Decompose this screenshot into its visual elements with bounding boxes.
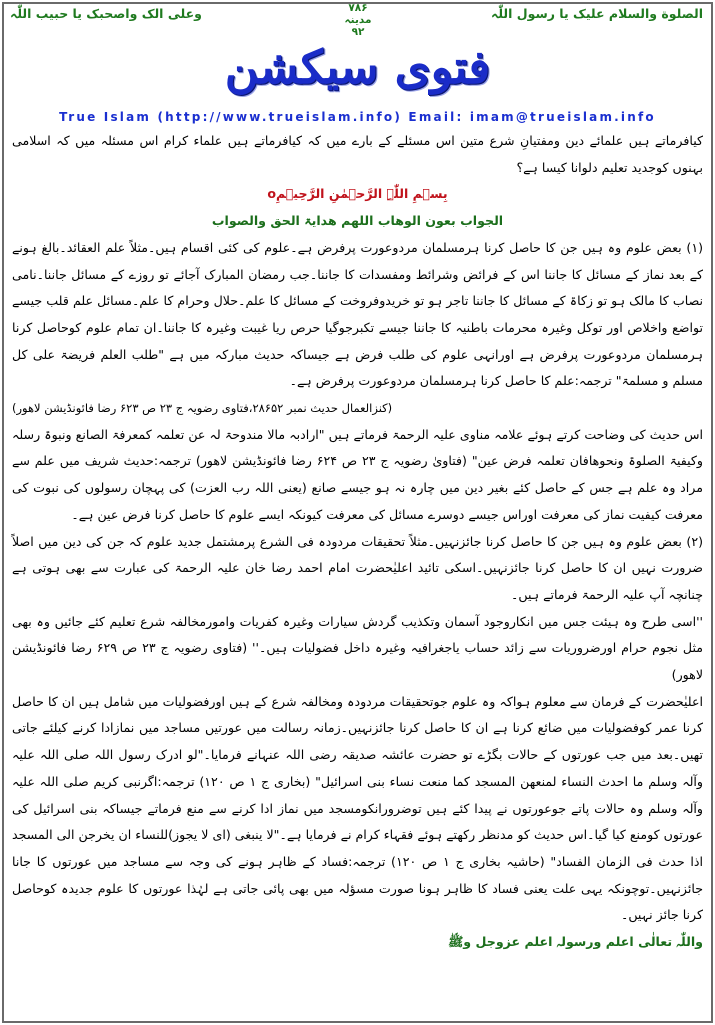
- paragraph-4: ''اسی طرح وہ ہیئت جس میں انکاروجود آسمان وتکذیب گردش سیارات وغیرہ کفریات وامورمخالفہ شرع تعلیم کئے جائیں وہ بھی مثل نجوم حرام اورضروریات سے زائد حساب یاجغرافیہ وغیرہ داخل فضولیات ہیں۔'' (فتاوی رضویہ ج ۲۳ ص ۶۲۹ رضا فائونڈیشن لاهور): [12, 613, 704, 683]
- fatwa-body: [12, 128, 703, 956]
- header-salutation-right: الصلوة والسلام علیک یا رسول اللّٰہ: [491, 6, 703, 21]
- closing-line: واللّٰہ تعالٰی اعلم ورسولہ اعلم عزوجل وﷺ: [448, 934, 703, 950]
- header-emblem-number-top: ۷۸۶: [348, 2, 368, 14]
- header-emblem-number-bottom: ۹۲: [351, 26, 365, 38]
- header-emblem: [338, 2, 378, 38]
- page-title: فتوی سیکشن: [224, 40, 491, 94]
- header-emblem-word: مدینہ: [344, 14, 372, 26]
- header-salutation-left: وعلی الک واصحبک یا حبیب اللّٰہ: [10, 6, 202, 21]
- paragraph-3: (۲) بعض علوم وہ ہیں جن کا حاصل کرنا جائزنہیں۔مثلاً تحقیقات مردودہ فی الشرع پرمشتمل جدید علوم کہ جن کی دین میں اصلاً ضرورت نہیں ان کا حاصل کرنا جائزنہیں۔اسکی تائید اعلیٰحضرت امام احمد رضا خان علیہ الرحمۃ کی عبارت سے بھی ہوتی ہے چنانچہ آپ علیہ الرحمۃ فرماتے ہیں۔: [12, 533, 703, 602]
- paragraph-5: اعلیٰحضرت کے فرمان سے معلوم ہواکہ وہ علوم جوتحقیقات مردودہ ومخالفہ شرع کے ہیں اورفضولیات میں شامل ہیں ان کا حاصل کرنا عمر کوفضولیات میں ضائع کرنا ہے ان کا حاصل کرنا جائزنہیں۔زمانہ رسالت میں عورتیں مساجد میں نمازادا کرنے کیلئے جاتی تھیں۔بعد میں جب عورتوں کے حالات بگڑے تو حضرت عائشہ صدیقہ رضی اللہ عنہانے فرمایا۔"لو ادرک رسول اللہ صلی اللہ علیہ وآلہ وسلم ما احدث النساء لمنعھن المسجد کما منعت نساء بنی اسرائیل" (بخاری ج ۱ ص ۱۲۰) ترجمہ:اگرنبی کریم صلی اللہ علیہ وآلہ وسلم وہ حالات پاتے جوعورتوں نے پیدا کئے ہیں توضرورانکومسجد میں نماز ادا کرنے سے منع فرماتے جیساکہ بنی اسرائیل کی عورتوں کومنع کیا گیا۔اس حدیث کو مدنظر رکھتے ہوئے فقہاء کرام نے فرمایا ہے۔"لا ینبغی (ای لا یجوز)للنساء ان یخرجن الی المسجد اذا حدث فی الزمان الفساد" (حاشیہ بخاری ج ۱ ص ۱۲۰) ترجمہ:فساد کے ظاہر ہونے کی وجہ سے مساجد میں عورتوں کا جانا جائزنہیں۔توچونکہ یہی علت یعنی فساد کا ظاہر ہونا صورت مسؤلہ میں بھی پائی جاتی ہے لہٰذا عورتوں کا علوم جدیدہ کوحاصل کرنا جائز نہیں۔: [12, 693, 703, 923]
- question-text: کیافرماتے ہیں علمائے دین ومفتیانِ شرع متین اس مسئلے کے بارے میں کہ کیافرماتے ہیں علماء کرام اس مسئلہ میں کہ اسلامی بہنوں کوجدید تعلیم دلوانا کیسا ہے؟: [12, 133, 703, 175]
- answer-opening: الجواب بعون الوھاب اللھم ھدایۃ الحق والصواب: [211, 213, 504, 229]
- reference-1: (کنزالعمال حدیث نمبر ۲۸۶۵۲،فتاوی رضویہ ج ۲۳ ص ۶۲۳ رضا فائونڈیشن لاهور): [12, 401, 393, 416]
- paragraph-2: اس حدیث کی وضاحت کرتے ہوئے علامہ مناوی علیہ الرحمۃ فرماتے ہیں "ارادبہ مالا مندوحۃ لہ عن تعلمہ کمعرفۃ الصانع ونبوۃ رسلہ وکیفیۃ الصلوۃ ونحوھافان تعلمہ فرض عین" (فتاویٰ رضویہ ج ۲۳ ص ۶۲۴ رضا فائونڈیشن لاهور) ترجمہ:حدیث شریف میں علم سے مراد وہ علم ہے جس کے حاصل کئے بغیر دین میں چارہ نہ ہو جیسے صانع (یعنی اللہ رب العزت) کی پہچان رسولوں کی نبوت کی معرفت کیفیت نماز کی معرفت اوراس جیسے دوسرے مسائل کی معرفت کیونکہ ایسے علوم کا حاصل کرنا فرض عین ہے۔: [12, 426, 704, 522]
- bismillah: بِسۡمِ اللّٰہِ الرَّحۡمٰنِ الرَّحِیۡمِo: [267, 186, 448, 202]
- site-contact-line: True Islam (http://www.trueislam.info) Email: imam@trueislam.info: [59, 110, 656, 124]
- paragraph-1: (۱) بعض علوم وہ ہیں جن کا حاصل کرنا ہرمسلمان مردوعورت پرفرض ہے۔علوم کی کئی اقسام ہیں۔مثلاً علم العقائد۔بالغ ہونے کے بعد نماز کے مسائل کا جاننا اس کے فرائض وشرائط ومفسدات کا جاننا۔جب رمضان المبارک آجائے تو روزے کے مسائل جاننا۔نامی نصاب کا مالک ہو تو زکاۃ کے مسائل کا جاننا تاجر ہو تو خریدوفروخت کے مسائل کا علم۔حلال وحرام کا علم۔مسائل علم قلب جیسے تواضع واخلاص اور توکل وغیرہ محرمات باطنیہ کا جاننا جیسے تکبرجوگیا حرص ریا غیبت وغیرہ کا جاننا۔ان تمام علوم کوحاصل کرنا ہرمسلمان مردوعورت پرفرض ہے اورانہی علوم کی طلب فرض ہے جیساکہ حدیث مبارکہ میں ہے "طلب العلم فریضۃ علی کل مسلم و مسلمۃ" ترجمہ:علم کا حاصل کرنا ہرمسلمان مردوعورت پرفرض ہے۔: [12, 239, 703, 389]
